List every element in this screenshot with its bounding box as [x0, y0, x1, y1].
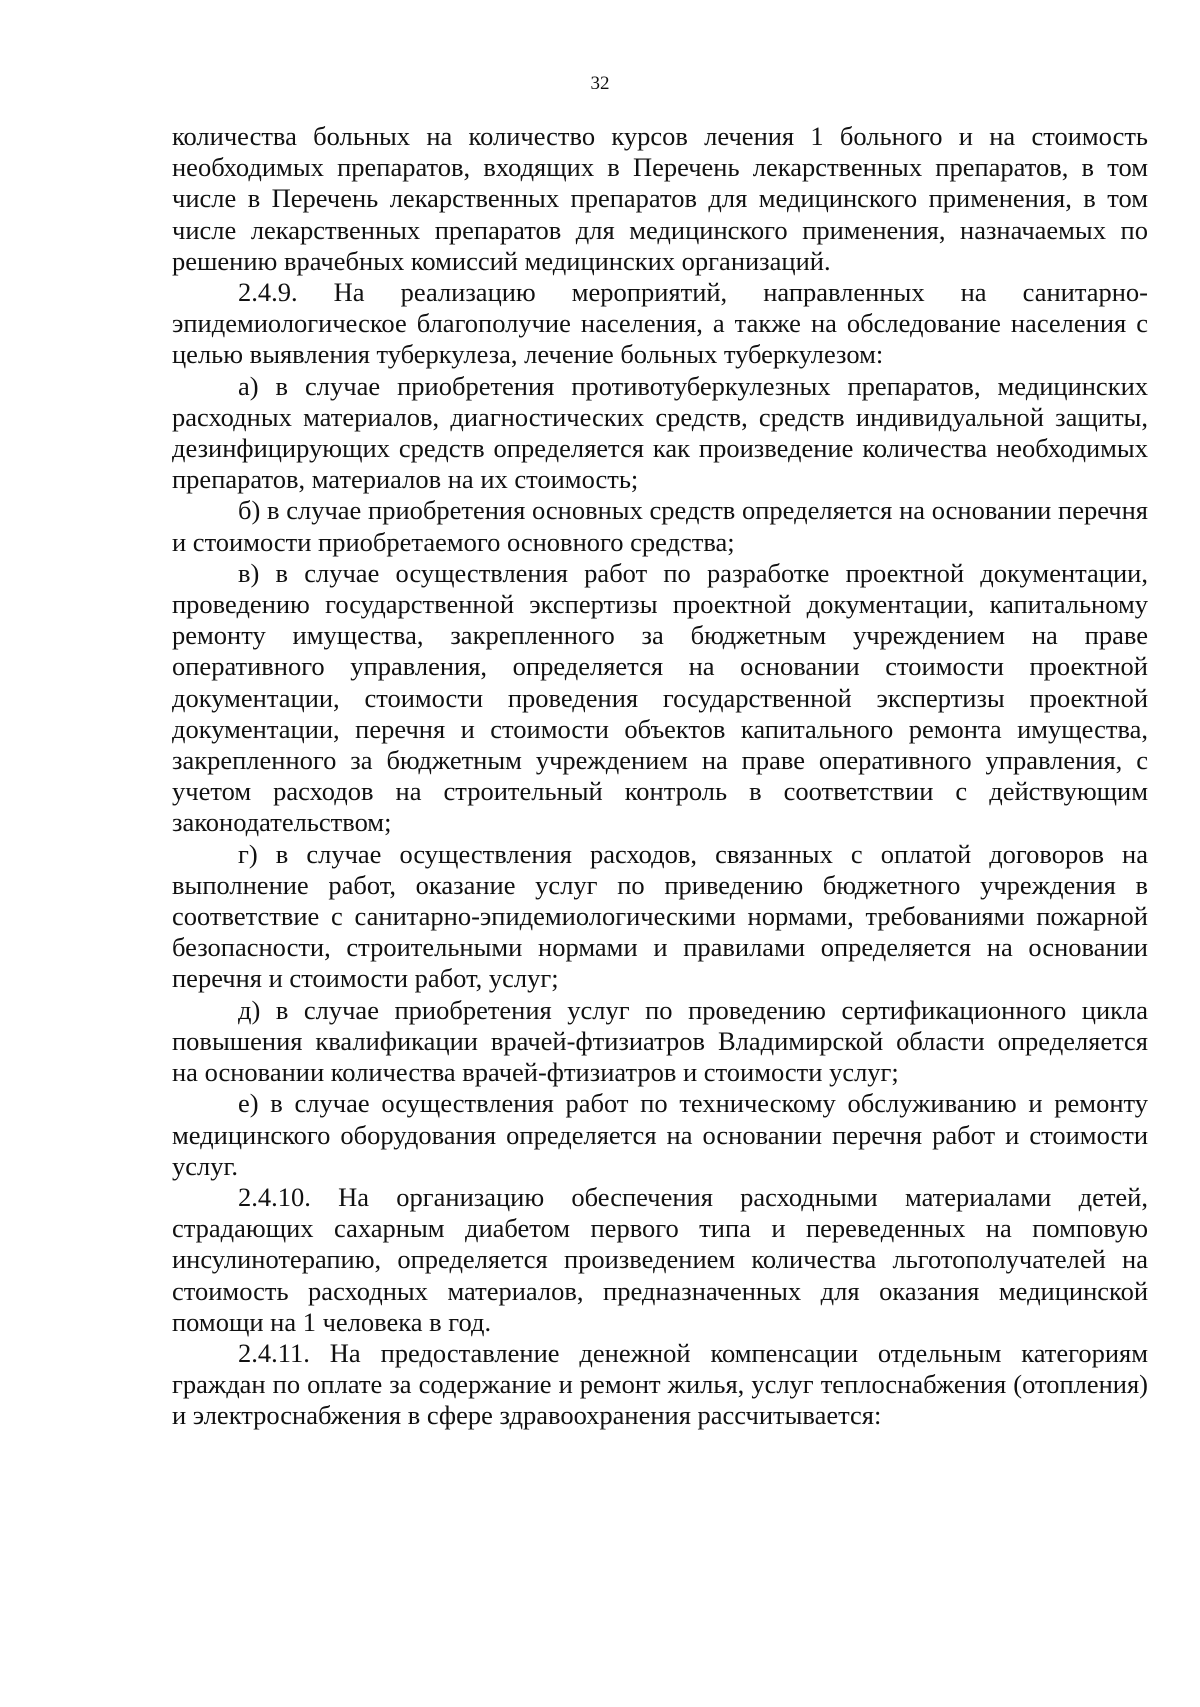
paragraph-item-b: б) в случае приобретения основных средств определяется на основании перечня и стоимости приобретаемого основного средства; — [172, 495, 1148, 557]
page-number: 32 — [590, 73, 610, 94]
paragraph-item-e: е) в случае осуществления работ по техническому обслуживанию и ремонту медицинского оборудования определяется на основании перечня работ и стоимости услуг. — [172, 1088, 1148, 1181]
paragraph-item-g: г) в случае осуществления расходов, связанных с оплатой договоров на выполнение работ, оказание услуг по приведению бюджетного учреждения в соответствие с санитарно-эпидемиологическими нормами, требованиями пожарной безопасности, строительными нормами и правилами определяется на основании перечня и стоимости работ, услуг; — [172, 838, 1148, 994]
paragraph-2-4-10: 2.4.10. На организацию обеспечения расходными материалами детей, страдающих сахарным диабетом первого типа и переведенных на помповую инсулинотерапию, определяется произведением количества льготополучателей на стоимость расходных материалов, предназначенных для оказания медицинской помощи на 1 человека в год. — [172, 1181, 1148, 1337]
paragraph-continuation: количества больных на количество курсов лечения 1 больного и на стоимость необходимых препаратов, входящих в Перечень лекарственных препаратов, в том числе в Перечень лекарственных препаратов для медицинского применения, в том числе лекарственных препаратов для медицинского применения, назначаемых по решению врачебных комиссий медицинских организаций. — [172, 121, 1148, 276]
paragraph-item-a: а) в случае приобретения противотуберкулезных препаратов, медицинских расходных материалов, диагностических средств, средств индивидуальной защиты, дезинфицирующих средств определяется как произведение количества необходимых препаратов, материалов на их стоимость; — [172, 370, 1148, 495]
paragraph-2-4-9: 2.4.9. На реализацию мероприятий, направленных на санитарно-эпидемиологическое благополучие населения, а также на обследование населения с целью выявления туберкулеза, лечение больных туберкулезом: — [172, 277, 1148, 370]
document-body — [172, 121, 1148, 1432]
paragraph-item-d: д) в случае приобретения услуг по проведению сертификационного цикла повышения квалификации врачей-фтизиатров Владимирской области определяется на основании количества врачей-фтизиатров и стоимости услуг; — [172, 994, 1148, 1088]
paragraph-item-v: в) в случае осуществления работ по разработке проектной документации, проведению государственной экспертизы проектной документации, капитальному ремонту имущества, закрепленного за бюджетным учреждением на праве оперативного управления, определяется на основании стоимости проектной документации, стоимости проведения государственной экспертизы проектной документации, перечня и стоимости объектов капитального ремонта имущества, закрепленного за бюджетным учреждением на праве оперативного управления, с учетом расходов на строительный контроль в соответствии с действующим законодательством; — [172, 557, 1148, 838]
paragraph-2-4-11: 2.4.11. На предоставление денежной компенсации отдельным категориям граждан по оплате за содержание и ремонт жилья, услуг теплоснабжения (отопления) и электроснабжения в сфере здравоохранения рассчитывается: — [172, 1337, 1148, 1431]
